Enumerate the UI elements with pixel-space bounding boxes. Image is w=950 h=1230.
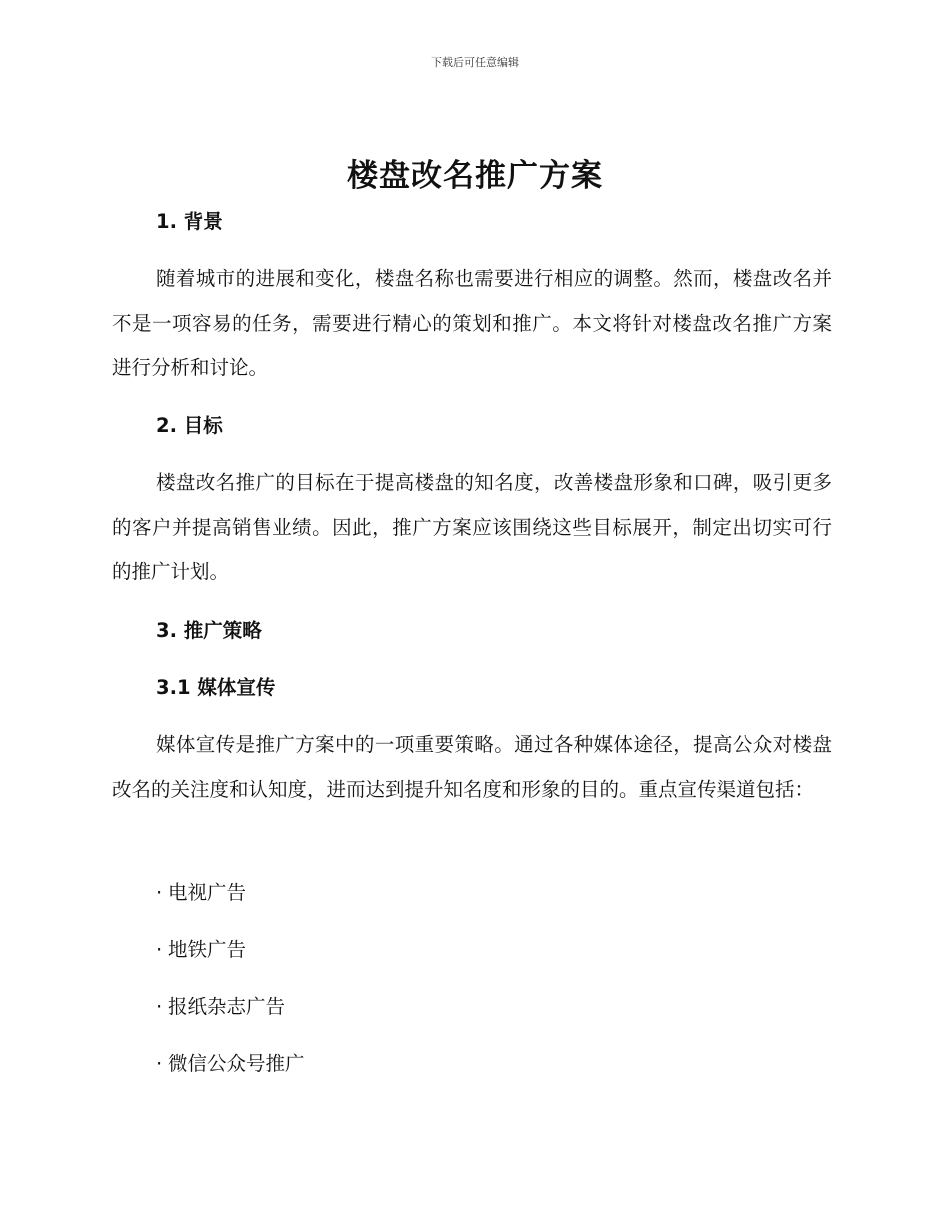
list-item	[156, 880, 246, 906]
list-item-text: 电视广告	[168, 881, 247, 904]
document-title: 楼盘改名推广方案	[347, 158, 603, 194]
list-item-text: 报纸杂志广告	[168, 995, 286, 1018]
bullet-marker: ·	[156, 938, 163, 961]
list-item-text: 地铁广告	[168, 938, 247, 961]
goal-paragraph: 楼盘改名推广的目标在于提高楼盘的知名度，改善楼盘形象和口碑，吸引更多的客户并提高销售业绩。因此，推广方案应该围绕这些目标展开，制定出切实可行的推广计划。	[112, 471, 832, 583]
media-paragraph: 媒体宣传是推广方案中的一项重要策略。通过各种媒体途径，提高公众对楼盘改名的关注度和认知度，进而达到提升知名度和形象的目的。重点宣传渠道包括：	[112, 733, 832, 801]
list-item	[156, 994, 285, 1020]
bullet-marker: ·	[156, 1052, 163, 1075]
bullet-marker: ·	[156, 881, 163, 904]
section-heading-goal: 2. 目标	[156, 414, 223, 437]
bullet-marker: ·	[156, 995, 163, 1018]
list-item-text: 微信公众号推广	[168, 1052, 305, 1075]
section-heading-strategy: 3. 推广策略	[156, 619, 262, 642]
list-item	[156, 1051, 305, 1077]
section-heading-background: 1. 背景	[156, 210, 223, 233]
header-note: 下载后可任意编辑	[431, 56, 519, 69]
list-item	[156, 937, 246, 963]
subsection-heading-media: 3.1 媒体宣传	[156, 676, 276, 699]
background-paragraph: 随着城市的进展和变化，楼盘名称也需要进行相应的调整。然而，楼盘改名并不是一项容易的任务，需要进行精心的策划和推广。本文将针对楼盘改名推广方案进行分析和讨论。	[112, 267, 832, 379]
